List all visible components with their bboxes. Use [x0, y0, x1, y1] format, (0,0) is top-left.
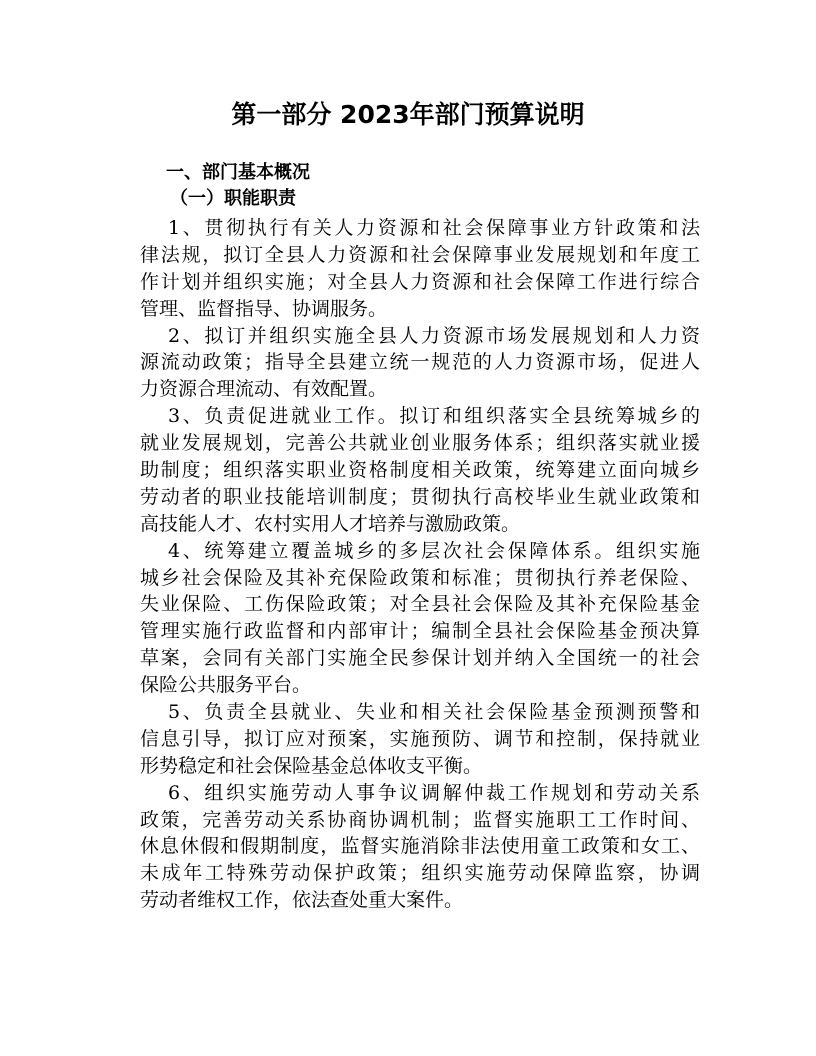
paragraph-line: 形势稳定和社会保险基金总体收支平衡。: [140, 754, 483, 777]
paragraph-line: 3、负责促进就业工作。拟订和组织落实全县统筹城乡的: [168, 405, 700, 428]
subsection-heading: （一）职能职责: [170, 188, 296, 209]
section-heading: 一、部门基本概况: [166, 162, 310, 183]
paragraph-5: [140, 699, 700, 780]
paragraph-2: [140, 323, 700, 404]
paragraph-line: 助制度；组织落实职业资格制度相关政策，统筹建立面向城乡: [140, 459, 700, 482]
paragraph-6: [140, 780, 700, 914]
paragraph-line: 作计划并组织实施；对全县人力资源和社会保障工作进行综合: [140, 270, 700, 293]
paragraph-line: 休息休假和假期制度，监督实施消除非法使用童工政策和女工、: [140, 835, 700, 858]
paragraph-line: 5、负责全县就业、失业和相关社会保险基金预测预警和: [168, 701, 700, 724]
paragraph-line: 1、贯彻执行有关人力资源和社会保障事业方针政策和法: [168, 217, 700, 239]
paragraph-line: 源流动政策；指导全县建立统一规范的人力资源市场，促进人: [140, 351, 700, 374]
document-body: [140, 215, 700, 914]
paragraph-4: [140, 538, 700, 699]
page-title: 第一部分 2023年部门预算说明: [231, 100, 585, 129]
paragraph-1: [140, 215, 700, 323]
paragraph-line: 信息引导，拟订应对预案，实施预防、调节和控制，保持就业: [140, 727, 700, 750]
paragraph-line: 6、组织实施劳动人事争议调解仲裁工作规划和劳动关系: [168, 781, 700, 804]
paragraph-line: 力资源合理流动、有效配置。: [140, 378, 388, 401]
paragraph-line: 草案，会同有关部门实施全民参保计划并纳入全国统一的社会: [140, 647, 700, 670]
paragraph-line: 未成年工特殊劳动保护政策；组织实施劳动保障监察，协调: [140, 862, 700, 885]
paragraph-line: 政策，完善劳动关系协商协调机制；监督实施职工工作时间、: [140, 808, 700, 831]
paragraph-line: 保险公共服务平台。: [140, 674, 312, 697]
paragraph-line: 管理实施行政监督和内部审计；编制全县社会保险基金预决算: [140, 620, 700, 643]
paragraph-line: 就业发展规划，完善公共就业创业服务体系；组织落实就业援: [140, 432, 700, 455]
paragraph-line: 城乡社会保险及其补充保险政策和标准；贯彻执行养老保险、: [140, 566, 700, 589]
paragraph-line: 管理、监督指导、协调服务。: [140, 297, 388, 320]
paragraph-line: 劳动者的职业技能培训制度；贯彻执行高校毕业生就业政策和: [140, 485, 700, 508]
paragraph-line: 律法规，拟订全县人力资源和社会保障事业发展规划和年度工: [140, 243, 700, 266]
paragraph-line: 劳动者维权工作，依法查处重大案件。: [140, 889, 464, 912]
paragraph-line: 4、统筹建立覆盖城乡的多层次社会保障体系。组织实施: [168, 539, 700, 562]
paragraph-line: 高技能人才、农村实用人才培养与激励政策。: [140, 512, 521, 535]
paragraph-line: 2、拟订并组织实施全县人力资源市场发展规划和人力资: [168, 324, 700, 347]
paragraph-3: [140, 403, 700, 537]
paragraph-line: 失业保险、工伤保险政策；对全县社会保险及其补充保险基金: [140, 593, 700, 616]
